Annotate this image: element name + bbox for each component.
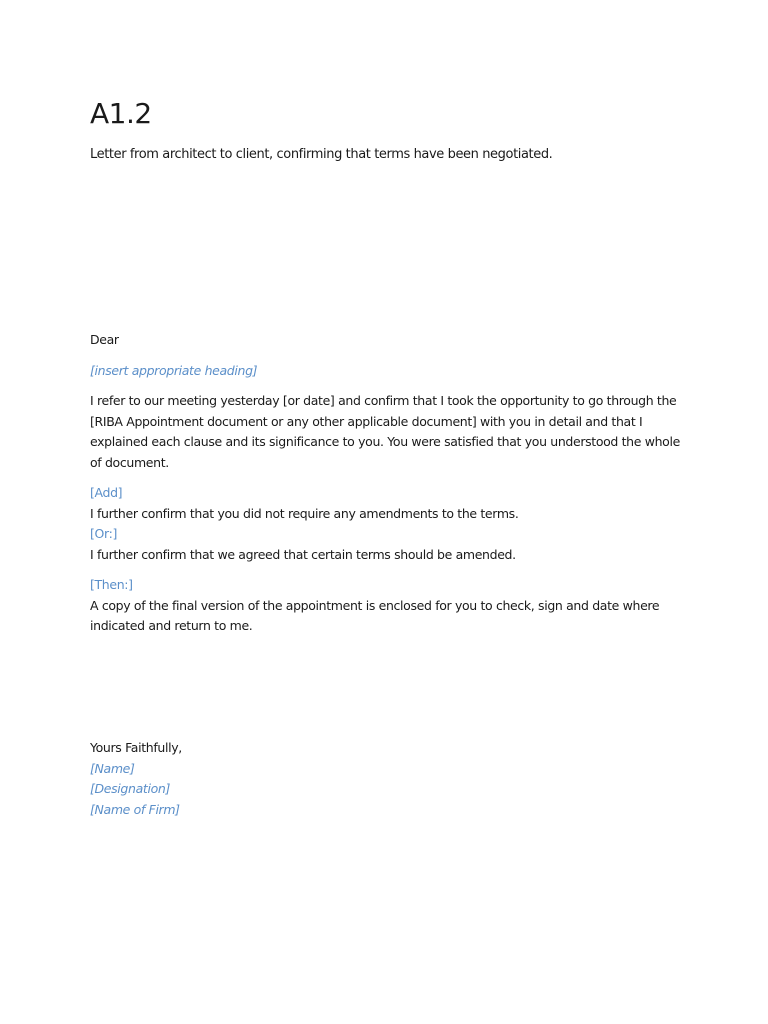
sign-off: Yours Faithfully, xyxy=(90,740,182,755)
main-paragraph: I refer to our meeting yesterday [or date] and confirm that I took the opportunity to go through the [RIBA Appointment document or any other applicable document] with you in detail and that I explained each clause and its significance to you. You were satisfied that you understood the whole of document. xyxy=(90,393,680,470)
option-then-text: A copy of the final version of the appointment is enclosed for you to check, sign and date where indicated and return to me. xyxy=(90,597,660,633)
document-title: A1.2 xyxy=(90,97,152,130)
heading-placeholder: [insert appropriate heading] xyxy=(90,362,258,378)
option-then-label: [Then:] xyxy=(90,577,133,592)
salutation: Dear xyxy=(90,332,119,347)
name-placeholder: [Name] xyxy=(90,760,135,776)
option-add-label: [Add] xyxy=(90,485,123,500)
option-or-text: I further confirm that we agreed that certain terms should be amended. xyxy=(90,546,516,562)
firm-placeholder: [Name of Firm] xyxy=(90,801,180,817)
letter-body xyxy=(90,330,690,637)
option-or-label: [Or:] xyxy=(90,526,117,541)
designation-placeholder: [Designation] xyxy=(90,781,170,796)
document-page xyxy=(90,0,690,1024)
document-subtitle: Letter from architect to client, confirming that terms have been negotiated. xyxy=(90,147,553,162)
option-add-text: I further confirm that you did not require any amendments to the terms. xyxy=(90,505,519,521)
letter-closing xyxy=(90,738,690,820)
